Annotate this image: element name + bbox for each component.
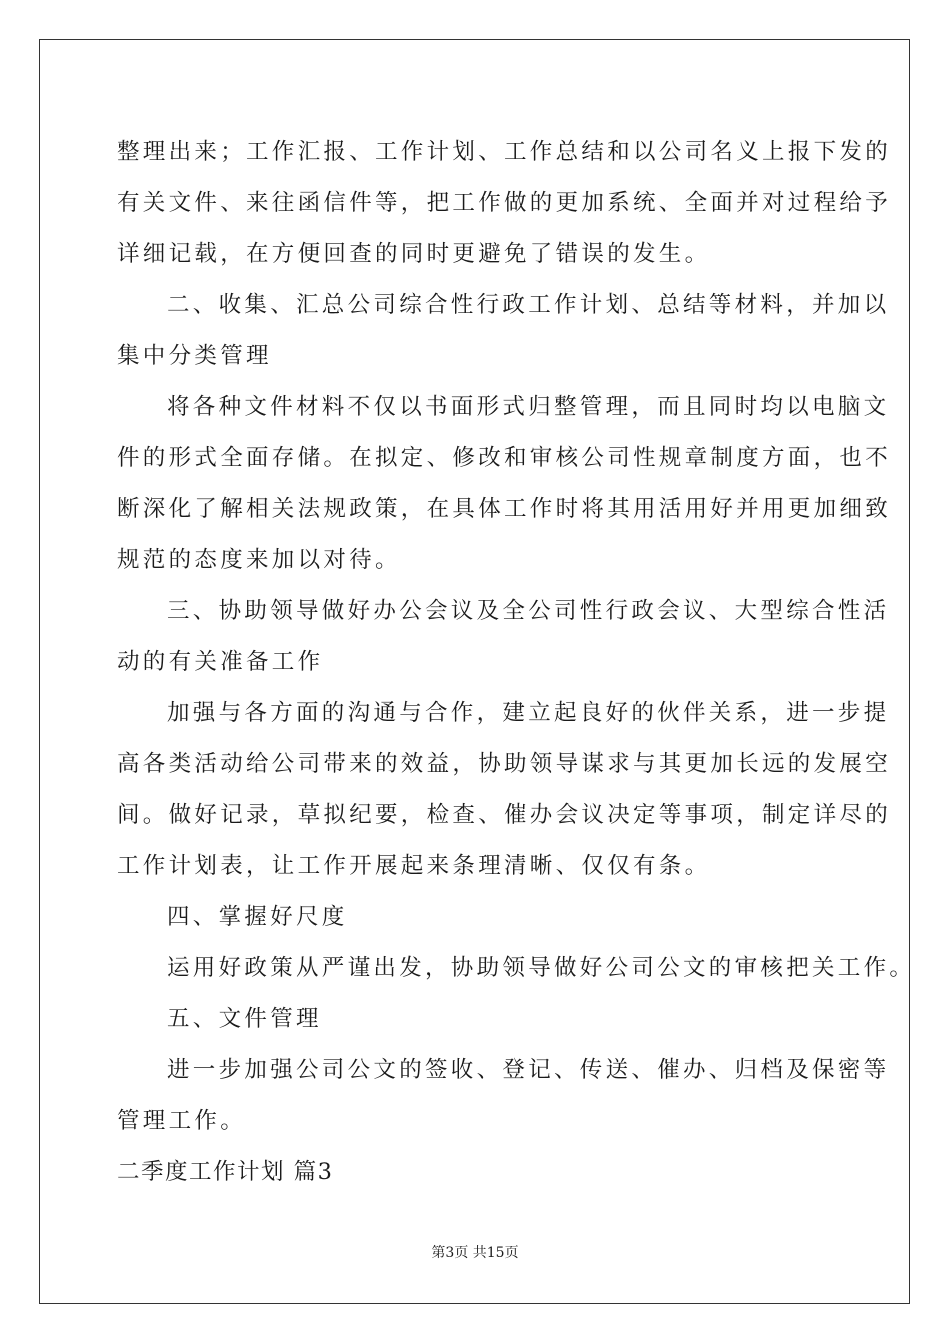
paragraph-line: 有关文件、来往函信件等，把工作做的更加系统、全面并对过程给予 [117, 190, 892, 216]
paragraph-line: 整理出来；工作汇报、工作计划、工作总结和以公司名义上报下发的 [117, 139, 892, 165]
paragraph-line: 件的形式全面存储。在拟定、修改和审核公司性规章制度方面，也不 [117, 445, 892, 471]
paragraph-line: 详细记载，在方便回查的同时更避免了错误的发生。 [117, 241, 711, 267]
paragraph-line: 间。做好记录，草拟纪要，检查、催办会议决定等事项，制定详尽的 [117, 802, 892, 828]
section-heading: 五、文件管理 [167, 1006, 322, 1032]
paragraph-line: 断深化了解相关法规政策，在具体工作时将其用活用好并用更加细致 [117, 496, 892, 522]
section-heading: 四、掌握好尺度 [167, 904, 348, 930]
section-heading-continued: 动的有关准备工作 [117, 649, 324, 675]
paragraph-line: 加强与各方面的沟通与合作，建立起良好的伙伴关系，进一步提 [167, 700, 890, 726]
paragraph-line: 规范的态度来加以对待。 [117, 547, 401, 573]
document-section-title: 二季度工作计划 篇3 [117, 1159, 334, 1185]
section-heading: 二、收集、汇总公司综合性行政工作计划、总结等材料，并加以 [167, 292, 890, 318]
paragraph-line: 将各种文件材料不仅以书面形式归整管理，而且同时均以电脑文 [167, 394, 890, 420]
section-heading-continued: 集中分类管理 [117, 343, 272, 369]
paragraph-line: 高各类活动给公司带来的效益，协助领导谋求与其更加长远的发展空 [117, 751, 892, 777]
paragraph-line: 工作计划表，让工作开展起来条理清晰、仅仅有条。 [117, 853, 711, 879]
page-footer: 第3页 共15页 [431, 1245, 519, 1261]
section-heading: 三、协助领导做好办公会议及全公司性行政会议、大型综合性活 [167, 598, 890, 624]
paragraph-line: 进一步加强公司公文的签收、登记、传送、催办、归档及保密等 [167, 1057, 890, 1083]
document-body [117, 127, 916, 1198]
paragraph-line: 管理工作。 [117, 1108, 247, 1134]
paragraph-line: 运用好政策从严谨出发，协助领导做好公司公文的审核把关工作。 [167, 955, 916, 981]
